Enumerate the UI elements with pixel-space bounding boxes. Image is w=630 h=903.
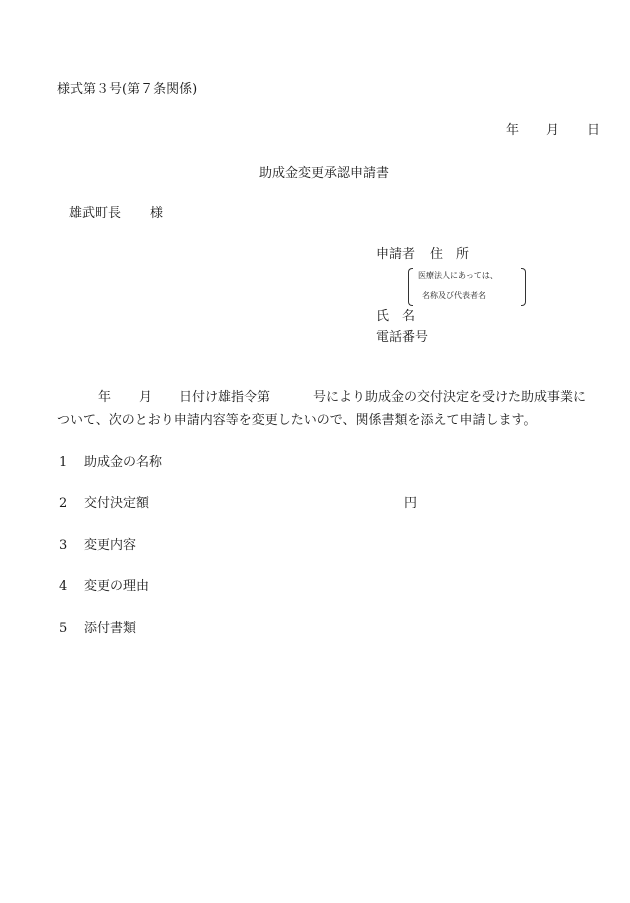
- item-1-number: 1: [59, 455, 68, 470]
- address-label: 住 所: [430, 247, 470, 262]
- item-5-label: 添付書類: [84, 621, 137, 636]
- phone-label: 電話番号: [376, 330, 429, 345]
- item-2-unit: 円: [404, 496, 418, 511]
- document-title: 助成金変更承認申請書: [259, 166, 390, 181]
- body-line-2: ついて、次のとおり申請内容等を変更したいので、関係書類を添えて申請します。: [57, 413, 537, 428]
- item-5-number: 5: [59, 621, 68, 636]
- date-year-label: 年: [506, 123, 520, 138]
- item-3-label: 変更内容: [84, 538, 137, 553]
- item-4-number: 4: [59, 579, 68, 594]
- body-line-1-rest: 号により助成金の交付決定を受けた助成事業に: [313, 390, 587, 405]
- item-2-label: 交付決定額: [84, 496, 150, 511]
- body-month: 月: [139, 390, 153, 405]
- applicant-label: 申請者: [376, 247, 416, 262]
- addressee-name: 雄武町長: [69, 206, 122, 221]
- note-line-2: 名称及び代表者名: [422, 291, 486, 300]
- item-2-number: 2: [59, 496, 68, 511]
- addressee-honorific: 様: [150, 206, 164, 221]
- body-year: 年: [98, 390, 112, 405]
- note-line-1: 医療法人にあっては、: [418, 271, 498, 280]
- item-3-number: 3: [59, 538, 68, 553]
- item-4-label: 変更の理由: [84, 579, 150, 594]
- bracket-right: [521, 268, 526, 306]
- form-number: 様式第３号(第７条関係): [57, 82, 198, 97]
- item-1-label: 助成金の名称: [84, 455, 163, 470]
- date-month-label: 月: [546, 123, 560, 138]
- name-label: 氏 名: [376, 309, 416, 324]
- bracket-left: [408, 268, 413, 306]
- body-reference: 日付け雄指令第: [179, 390, 271, 405]
- date-day-label: 日: [587, 123, 601, 138]
